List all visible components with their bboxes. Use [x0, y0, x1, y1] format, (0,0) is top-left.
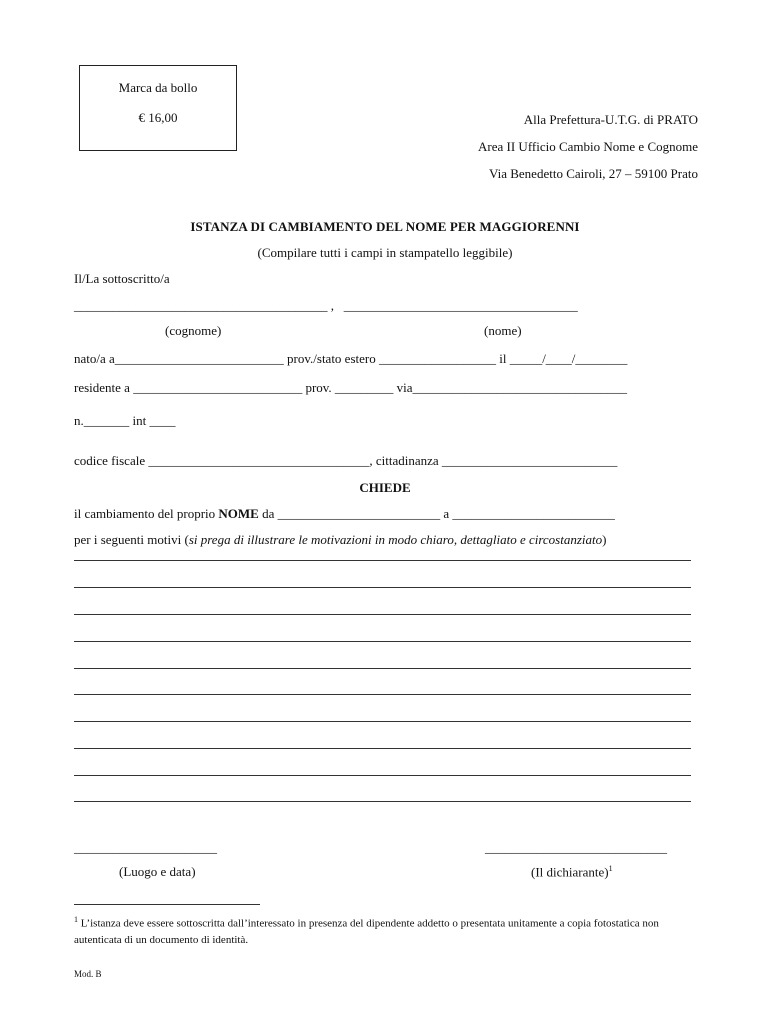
reasons-label [74, 532, 606, 548]
place-date-label: (Luogo e data) [119, 864, 196, 879]
number-fill-line[interactable]: n._______ int ____ [74, 413, 176, 428]
reason-line[interactable] [74, 668, 691, 669]
reason-line[interactable] [74, 694, 691, 695]
footnote-divider [74, 904, 260, 905]
fiscal-code-fill-line[interactable]: codice fiscale __________________________________, cittadinanza ___________________________ [74, 453, 618, 468]
footnote [74, 912, 694, 948]
stamp-label: Marca da bollo [118, 80, 198, 95]
footnote-text: L’istanza deve essere sottoscritta dall’interessato in presenza del dipendente addetto o presentata unitamente a copia fotostatica non autenticata di un documento di identità. [74, 917, 659, 946]
name-change-line[interactable] [74, 506, 615, 522]
reason-line[interactable] [74, 560, 691, 561]
recipient-line-3: Via Benedetto Cairoli, 27 – 59100 Prato [489, 166, 698, 181]
change-suffix: da _________________________ a _________________________ [258, 506, 615, 521]
model-label: Mod. B [74, 969, 102, 979]
stamp-amount: € 16,00 [138, 110, 178, 125]
declarant-signature-line[interactable]: ____________________________ [485, 840, 667, 855]
reason-line[interactable] [74, 748, 691, 749]
request-heading: CHIEDE [359, 480, 411, 495]
declarant-label [531, 864, 613, 880]
residence-fill-line[interactable]: residente a __________________________ prov. _________ via_________________________________ [74, 380, 628, 395]
reason-line[interactable] [74, 721, 691, 722]
reason-line[interactable] [74, 641, 691, 642]
firstname-label: (nome) [484, 323, 522, 338]
place-date-fill-line[interactable]: ______________________ [74, 840, 217, 855]
reason-line[interactable] [74, 614, 691, 615]
change-keyword: NOME [218, 506, 259, 521]
birth-fill-line[interactable]: nato/a a__________________________ prov./stato estero __________________ il _____/____/________ [74, 351, 628, 366]
reason-line[interactable] [74, 801, 691, 802]
reason-line[interactable] [74, 587, 691, 588]
undersigned-label: Il/La sottoscritto/a [74, 271, 170, 286]
recipient-line-1: Alla Prefettura-U.T.G. di PRATO [523, 112, 698, 127]
recipient-line-2: Area II Ufficio Cambio Nome e Cognome [478, 139, 698, 154]
reasons-instructions: si prega di illustrare le motivazioni in modo chiaro, dettagliato e circostanziato [188, 532, 603, 547]
reasons-suffix: ) [602, 532, 607, 547]
reasons-prefix: per i seguenti motivi ( [74, 532, 189, 547]
revenue-stamp-box [79, 65, 237, 151]
change-prefix: il cambiamento del proprio [74, 506, 219, 521]
document-title: ISTANZA DI CAMBIAMENTO DEL NOME PER MAGGIORENNI [190, 219, 580, 234]
reason-line[interactable] [74, 775, 691, 776]
footnote-mark: 1 [74, 915, 78, 924]
document-subtitle: (Compilare tutti i campi in stampatello leggibile) [257, 245, 513, 260]
surname-label: (cognome) [165, 323, 222, 338]
name-fill-line[interactable]: _______________________________________ , ____________________________________ [74, 298, 578, 313]
declarant-label-text: (Il dichiarante) [531, 864, 609, 880]
footnote-reference: 1 [608, 864, 613, 873]
